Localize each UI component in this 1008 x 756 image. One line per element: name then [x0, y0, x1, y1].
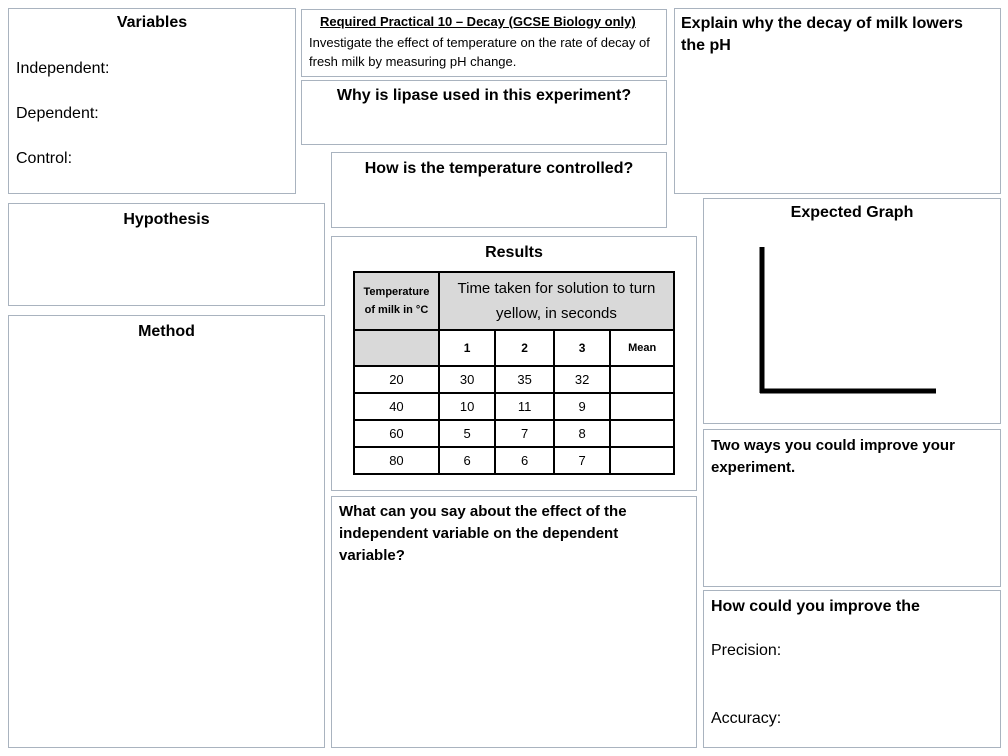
method-title: Method: [138, 323, 195, 340]
hypothesis-box: [8, 203, 325, 306]
cell-trial-1: 10: [439, 393, 496, 420]
cell-temp: 60: [354, 420, 439, 447]
lipase-box: [301, 80, 667, 145]
table-row: [354, 447, 674, 474]
graph-axes: [704, 199, 1002, 425]
cell-trial-1: 6: [439, 447, 496, 474]
cell-trial-2: 7: [495, 420, 553, 447]
explain-ph-question: Explain why the decay of milk lowers the pH: [681, 15, 963, 54]
table-row: [354, 420, 674, 447]
cell-trial-1: 5: [439, 420, 496, 447]
results-box: [331, 236, 697, 491]
trial-header-2: 2: [495, 330, 553, 366]
hypothesis-title: Hypothesis: [123, 211, 210, 228]
cell-mean[interactable]: [610, 393, 674, 420]
dependent-label: Dependent:: [16, 105, 99, 122]
graph-title: Expected Graph: [790, 204, 914, 221]
independent-label: Independent:: [16, 60, 110, 77]
improve-two-question: Two ways you could improve your experiment.: [711, 437, 955, 476]
cell-temp: 20: [354, 366, 439, 393]
temperature-question: How is the temperature controlled?: [364, 160, 634, 177]
cell-trial-2: 6: [495, 447, 553, 474]
results-table: [353, 271, 675, 475]
cell-temp: 80: [354, 447, 439, 474]
cell-trial-3: 8: [554, 420, 611, 447]
cell-trial-3: 7: [554, 447, 611, 474]
accuracy-label: Accuracy:: [711, 710, 782, 727]
results-title: Results: [485, 244, 543, 261]
effect-box: [331, 496, 697, 748]
practical-title: Required Practical 10 – Decay (GCSE Biology only): [320, 14, 636, 29]
variables-box: [8, 8, 296, 194]
trial-header-blank: [354, 330, 439, 366]
explain-ph-box: [674, 8, 1001, 194]
table-row: [354, 393, 674, 420]
cell-mean[interactable]: [610, 447, 674, 474]
cell-trial-3: 32: [554, 366, 611, 393]
table-row: [354, 366, 674, 393]
improve-box: [703, 590, 1001, 748]
precision-label: Precision:: [711, 642, 782, 659]
cell-trial-1: 30: [439, 366, 496, 393]
control-label: Control:: [16, 150, 73, 167]
trial-header-1: 1: [439, 330, 496, 366]
cell-temp: 40: [354, 393, 439, 420]
trial-header-3: 3: [554, 330, 611, 366]
graph-box: [703, 198, 1001, 424]
trial-header-mean: Mean: [610, 330, 674, 366]
cell-trial-2: 11: [495, 393, 553, 420]
cell-mean[interactable]: [610, 366, 674, 393]
method-box: [8, 315, 325, 748]
practical-description: Investigate the effect of temperature on the rate of decay of fresh milk by measuring pH change.: [309, 35, 650, 69]
variables-title: Variables: [116, 14, 188, 31]
column-header-temperature: Temperature of milk in °C: [354, 272, 439, 330]
temperature-box: [331, 152, 667, 228]
improve-title: How could you improve the: [711, 598, 920, 615]
column-header-time: Time taken for solution to turn yellow, in seconds: [439, 272, 674, 330]
practical-box: [301, 9, 667, 77]
lipase-question: Why is lipase used in this experiment?: [336, 87, 632, 104]
improve-two-box: [703, 429, 1001, 587]
effect-question: What can you say about the effect of the independent variable on the dependent variable?: [339, 503, 627, 564]
cell-trial-3: 9: [554, 393, 611, 420]
cell-mean[interactable]: [610, 420, 674, 447]
cell-trial-2: 35: [495, 366, 553, 393]
